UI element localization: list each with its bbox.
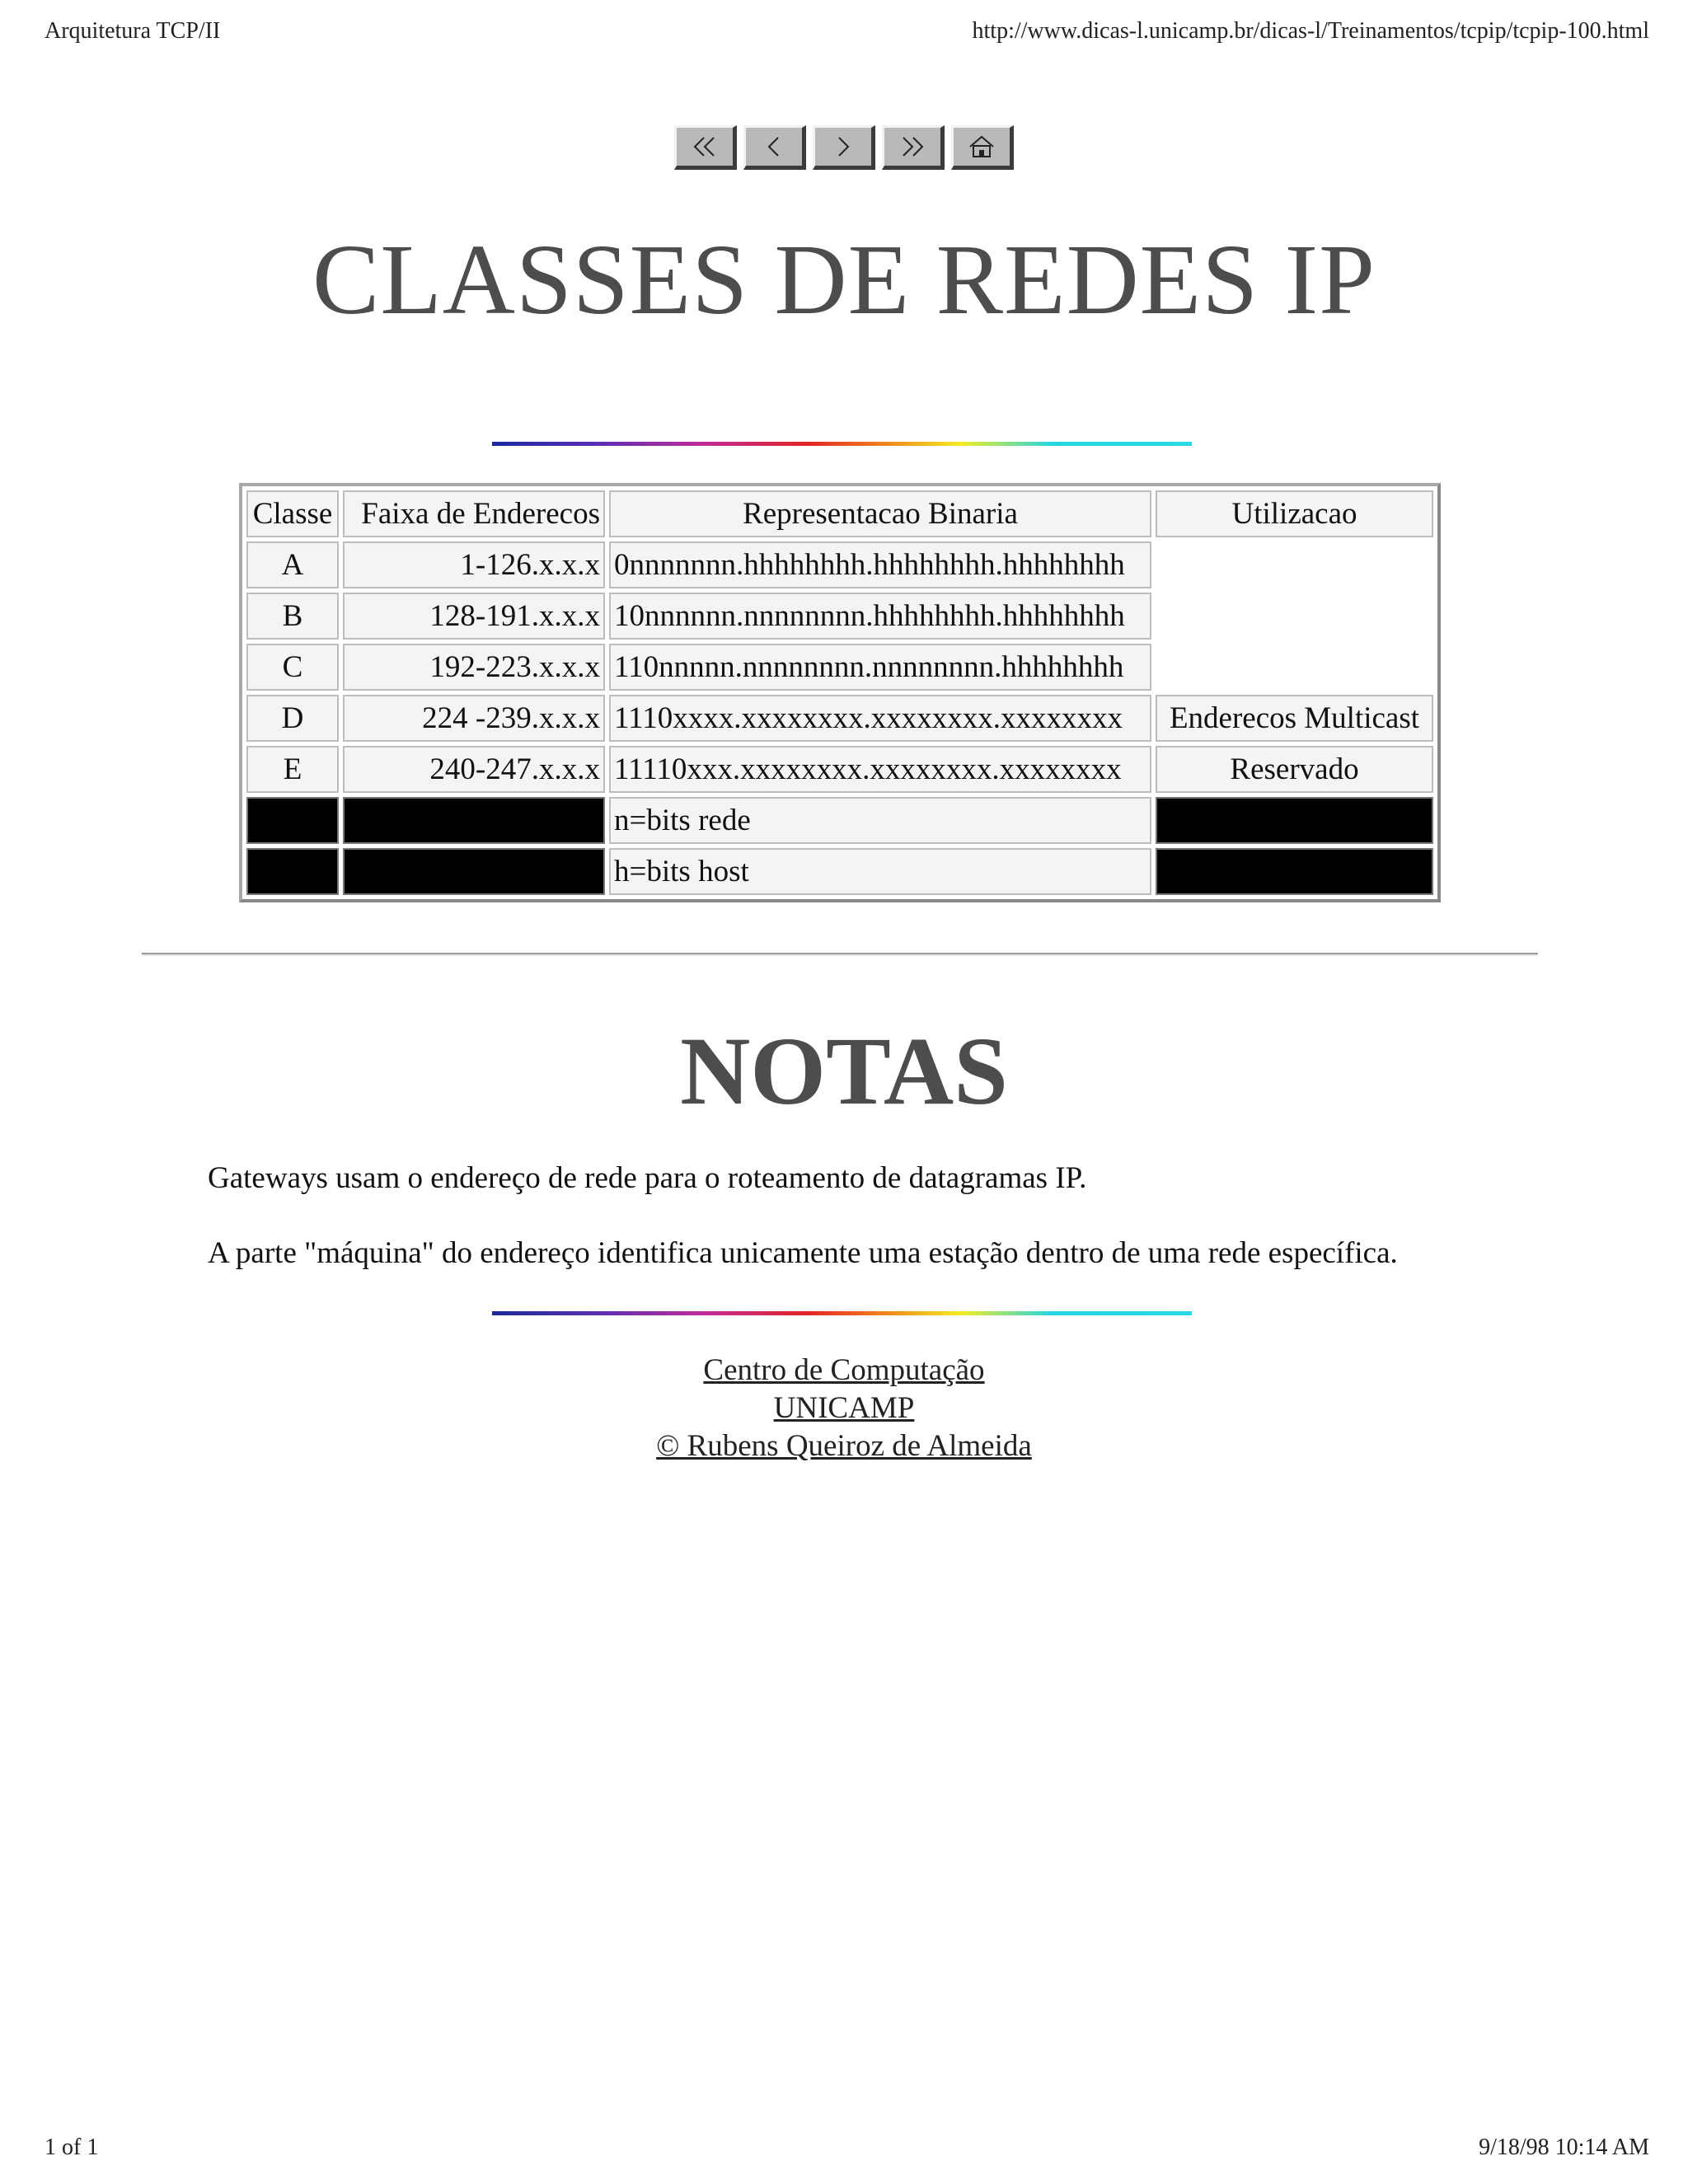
cell-utilizacao-empty	[1156, 541, 1433, 588]
print-datetime: 9/18/98 10:14 AM	[1479, 2135, 1649, 2160]
blackout-cell	[1156, 848, 1433, 895]
cell-utilizacao: Reservado	[1156, 746, 1433, 793]
rainbow-divider	[492, 1311, 1192, 1315]
cell-faixa: 1-126.x.x.x	[343, 541, 605, 588]
centro-computacao-link[interactable]: Centro de Computação	[703, 1353, 985, 1387]
cell-faixa: 192-223.x.x.x	[343, 644, 605, 691]
cell-binaria: 11110xxx.xxxxxxxx.xxxxxxxx.xxxxxxxx	[609, 746, 1151, 793]
table-row	[246, 695, 1433, 742]
legend-network-bits: n=bits rede	[609, 797, 1151, 844]
home-button[interactable]	[951, 125, 1014, 170]
cell-classe: D	[246, 695, 339, 742]
cell-utilizacao: Enderecos Multicast	[1156, 695, 1433, 742]
cell-faixa: 128-191.x.x.x	[343, 593, 605, 640]
cell-classe: B	[246, 593, 339, 640]
cell-binaria: 10nnnnnn.nnnnnnnn.hhhhhhhh.hhhhhhhh	[609, 593, 1151, 640]
blackout-cell	[343, 848, 605, 895]
credits	[0, 1352, 1688, 1465]
header-utilizacao: Utilizacao	[1156, 490, 1433, 537]
unicamp-link[interactable]: UNICAMP	[773, 1391, 915, 1425]
cell-faixa: 240-247.x.x.x	[343, 746, 605, 793]
cell-faixa: 224 -239.x.x.x	[343, 695, 605, 742]
next-icon	[824, 134, 862, 159]
table-row	[246, 746, 1433, 793]
table-row	[246, 593, 1433, 640]
legend-host-bits: h=bits host	[609, 848, 1151, 895]
last-icon	[893, 134, 931, 159]
home-icon	[963, 134, 1001, 159]
cell-binaria: 110nnnnn.nnnnnnnn.nnnnnnnn.hhhhhhhh	[609, 644, 1151, 691]
legend-row	[246, 848, 1433, 895]
header-faixa: Faixa de Enderecos	[343, 490, 605, 537]
cell-binaria: 1110xxxx.xxxxxxxx.xxxxxxxx.xxxxxxxx	[609, 695, 1151, 742]
navigation-bar	[0, 125, 1688, 170]
blackout-cell	[246, 797, 339, 844]
notes-heading: NOTAS	[680, 1017, 1008, 1125]
cell-classe: C	[246, 644, 339, 691]
cell-classe: A	[246, 541, 339, 588]
last-page-button[interactable]	[882, 125, 945, 170]
cell-binaria: 0nnnnnnn.hhhhhhhh.hhhhhhhh.hhhhhhhh	[609, 541, 1151, 588]
blackout-cell	[1156, 797, 1433, 844]
cell-utilizacao-empty	[1156, 593, 1433, 640]
ip-classes-table	[239, 483, 1441, 902]
ip-classes-table-wrapper	[239, 483, 1441, 902]
print-header-title: Arquitetura TCP/II	[45, 18, 221, 44]
table-row	[246, 541, 1433, 588]
note-paragraph-1: Gateways usam o endereço de rede para o roteamento de datagramas IP.	[208, 1161, 1087, 1195]
print-header-url: http://www.dicas-l.unicamp.br/dicas-l/Treinamentos/tcpip/tcpip-100.html	[972, 18, 1649, 44]
horizontal-rule	[142, 953, 1538, 956]
cell-utilizacao-empty	[1156, 644, 1433, 691]
blackout-cell	[343, 797, 605, 844]
table-header-row	[246, 490, 1433, 537]
table-row	[246, 644, 1433, 691]
previous-icon	[755, 134, 793, 159]
first-page-button[interactable]	[674, 125, 737, 170]
next-page-button[interactable]	[813, 125, 875, 170]
header-classe: Classe	[246, 490, 339, 537]
cell-classe: E	[246, 746, 339, 793]
legend-row	[246, 797, 1433, 844]
first-icon	[686, 134, 724, 159]
page-count: 1 of 1	[45, 2135, 99, 2160]
rainbow-divider	[492, 442, 1192, 446]
previous-page-button[interactable]	[743, 125, 806, 170]
header-binaria: Representacao Binaria	[609, 490, 1151, 537]
note-paragraph-2: A parte "máquina" do endereço identifica unicamente uma estação dentro de uma rede específica.	[208, 1236, 1398, 1270]
blackout-cell	[246, 848, 339, 895]
author-link[interactable]: © Rubens Queiroz de Almeida	[656, 1429, 1032, 1463]
page-title: CLASSES DE REDES IP	[312, 224, 1376, 335]
